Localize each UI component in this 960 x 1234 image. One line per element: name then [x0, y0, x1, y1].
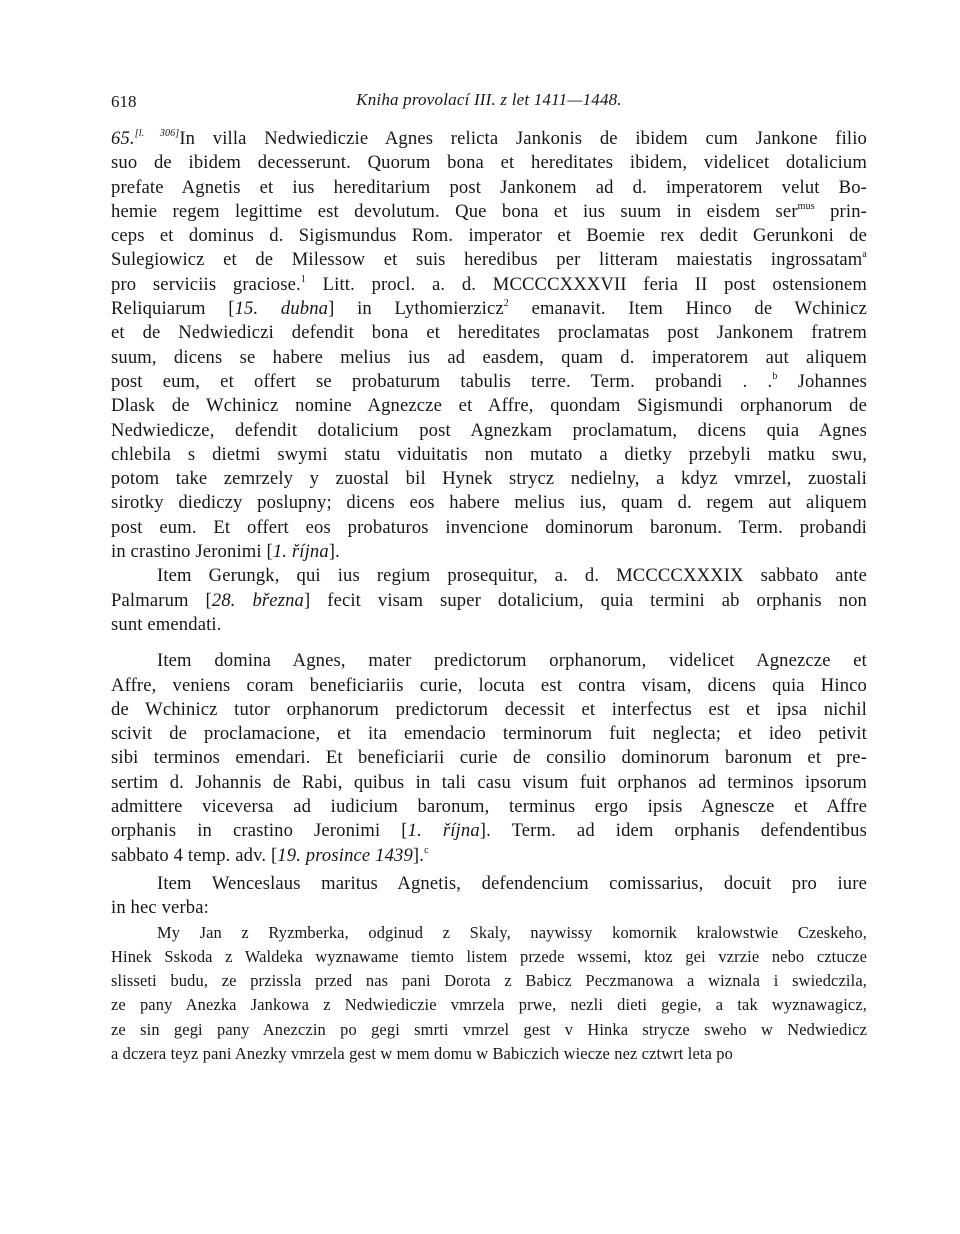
- text-line: Reliquiarum [15. dubna] in Lythomierzicz$^2$ emanavit. Item Hinco de Wchinicz: [111, 298, 867, 320]
- text-line: post eum. Et offert eos probaturos invencione dominorum baronum. Term. probandi: [111, 516, 867, 538]
- footnote-marker: mus: [797, 200, 815, 212]
- text-line: Hinek Sskoda z Waldeka wyznawame tiemto listem przede wssemi, ktoz gei vzrzie nebo cztucze: [111, 946, 867, 966]
- text-line: in crastino Jeronimi [1. října].: [111, 541, 340, 563]
- text-line: in hec verba:: [111, 897, 209, 919]
- text-line: Affre, veniens coram beneficiariis curie, locuta est contra visam, dicens quia Hinco: [111, 674, 867, 696]
- document-page: [111, 86, 867, 1066]
- text-line: slisseti budu, ze przissla przed nas pani Dorota z Babicz Peczmanowa a wiznala i swiedczila,: [111, 971, 867, 991]
- text-line: scivit de proclamacione, et ita emendacio terminorum fuit neglecta; et ideo petivit: [111, 723, 867, 745]
- paragraph-gerungk-visa: [111, 564, 867, 637]
- text-line: orphanis in crastino Jeronimi [1. října]. Term. ad idem orphanis defendentibus: [111, 820, 867, 842]
- footnote-marker: b: [772, 370, 778, 382]
- page-header: [111, 86, 867, 120]
- text-line: Item domina Agnes, mater predictorum orphanorum, videlicet Agnezcze et: [157, 650, 867, 672]
- text-line: suo de ibidem decesserunt. Quorum bona et hereditates ibidem, videlicet dotalicium: [111, 152, 867, 174]
- text-line: Item Wenceslaus maritus Agnetis, defendencium comissarius, docuit pro iure: [157, 872, 867, 894]
- text-line: Dlask de Wchinicz nomine Agnezcze et Affre, quondam Sigismundi orphanorum de: [111, 395, 867, 417]
- paragraph-wenceslaus: [111, 872, 867, 921]
- text-line: My Jan z Ryzmberka, odginud z Skaly, naywissy komornik kralowstwie Czeskeho,: [157, 922, 867, 942]
- text-line: Sulegiowicz et de Milessow et suis heredibus per litteram maiestatis ingrossatam$^a$: [111, 249, 867, 271]
- date-gloss: 19. prosince 1439: [277, 844, 413, 866]
- date-gloss: 15. dubna: [234, 298, 329, 320]
- text-line: a dczera teyz pani Anezky vmrzela gest w mem domu w Babiczich wiecze nez cztwrt leta po: [111, 1043, 733, 1063]
- text-line: sunt emendati.: [111, 613, 222, 635]
- text-line: suum, dicens se habere melius ius ad easdem, quam d. imperatorem aut aliquem: [111, 346, 867, 368]
- text-line: 65.[l. 306]In villa Nedwiediczie Agnes relicta Jankonis de ibidem cum Jankone filio: [111, 128, 867, 149]
- entry-number: 65.: [111, 128, 135, 149]
- text-line: et de Nedwiediczi defendit bona et hereditates proclamatas post Jankonem fratrem: [111, 322, 867, 344]
- text-line: pro serviciis graciose.$^1$ Litt. procl. a. d. MCCCCXXXVII feria II post ostensionem: [111, 273, 868, 295]
- text-line: ceps et dominus d. Sigismundus Rom. imperator et Boemie rex dedit Gerunkoni de: [111, 225, 867, 247]
- text-line: chlebila s dietmi swymi statu viduitatis non mutato a dietky przebyli matku swu,: [111, 443, 867, 465]
- date-gloss: 1. října: [407, 820, 480, 842]
- text-line: de Wchinicz tutor orphanorum predictorum decessit et interfectus est et ipsa nichil: [111, 698, 867, 720]
- quoted-charter: [111, 921, 867, 1067]
- text-line: Item Gerungk, qui ius regium prosequitur, a. d. MCCCCXXXIX sabbato ante: [157, 565, 867, 587]
- text-line: sibi terminos emendari. Et beneficiarii curie de consilio dominorum baronum et pre-: [111, 747, 867, 769]
- paragraph-entry-65: [111, 127, 867, 564]
- date-gloss: 28. března: [211, 589, 304, 611]
- text-line: prefate Agnetis et ius hereditarium post Jankonem ad d. imperatorem velut Bo-: [111, 176, 867, 198]
- text-line: admittere viceversa ad iudicium baronum, terminus ergo ipsis Agnescze et Affre: [111, 796, 867, 818]
- text-line: post eum, et offert se probaturum tabulis terre. Term. probandi . .$^b$ Johannes: [111, 370, 868, 392]
- footnote-marker: 2: [503, 298, 509, 310]
- paragraph-agnes-objection: [111, 649, 867, 868]
- text-line: sirotky diediczy poslupny; dicens eos habere melius ius, quam d. regem aut aliquem: [111, 492, 867, 514]
- footnote-marker: c: [424, 844, 429, 856]
- date-gloss: 1. října: [272, 541, 329, 563]
- text-line: potom take zemrzely y zuostal bil Hynek strycz nedielny, a kdyz vmrzel, zuostali: [111, 468, 867, 490]
- running-title: Kniha provolací III. z let 1411—1448.: [356, 90, 622, 109]
- folio-reference: [l. 306]: [134, 128, 180, 139]
- text-line: ze sin gegi pany Anezczin po gegi smrti vmrzel gest v Hinka strycze sweho w Nedwiedicz: [111, 1019, 867, 1039]
- text-line: hemie regem legittime est devolutum. Que bona et ius suum in eisdem ser$^{mus}$ prin-: [111, 200, 867, 222]
- text-line: sabbato 4 temp. adv. [19. prosince 1439].$^c$: [111, 844, 429, 866]
- footnote-marker: a: [862, 249, 867, 261]
- text-line: Palmarum [28. března] fecit visam super dotalicium, quia termini ab orphanis non: [111, 589, 867, 611]
- document-body: [111, 127, 867, 1066]
- text-line: ze pany Anezka Jankowa z Nedwiediczie vmrzela prwe, nezli dieti gegie, a tak wyznawagicz,: [111, 995, 867, 1015]
- text-line: sertim d. Johannis de Rabi, quibus in tali casu visum fuit orphanos ad terminos ipsorum: [111, 771, 867, 793]
- page-number: 618: [111, 92, 137, 111]
- text-line: Nedwiedicze, defendit dotalicium post Agnezkam proclamatum, dicens quia Agnes: [111, 419, 867, 441]
- footnote-marker: 1: [300, 273, 306, 285]
